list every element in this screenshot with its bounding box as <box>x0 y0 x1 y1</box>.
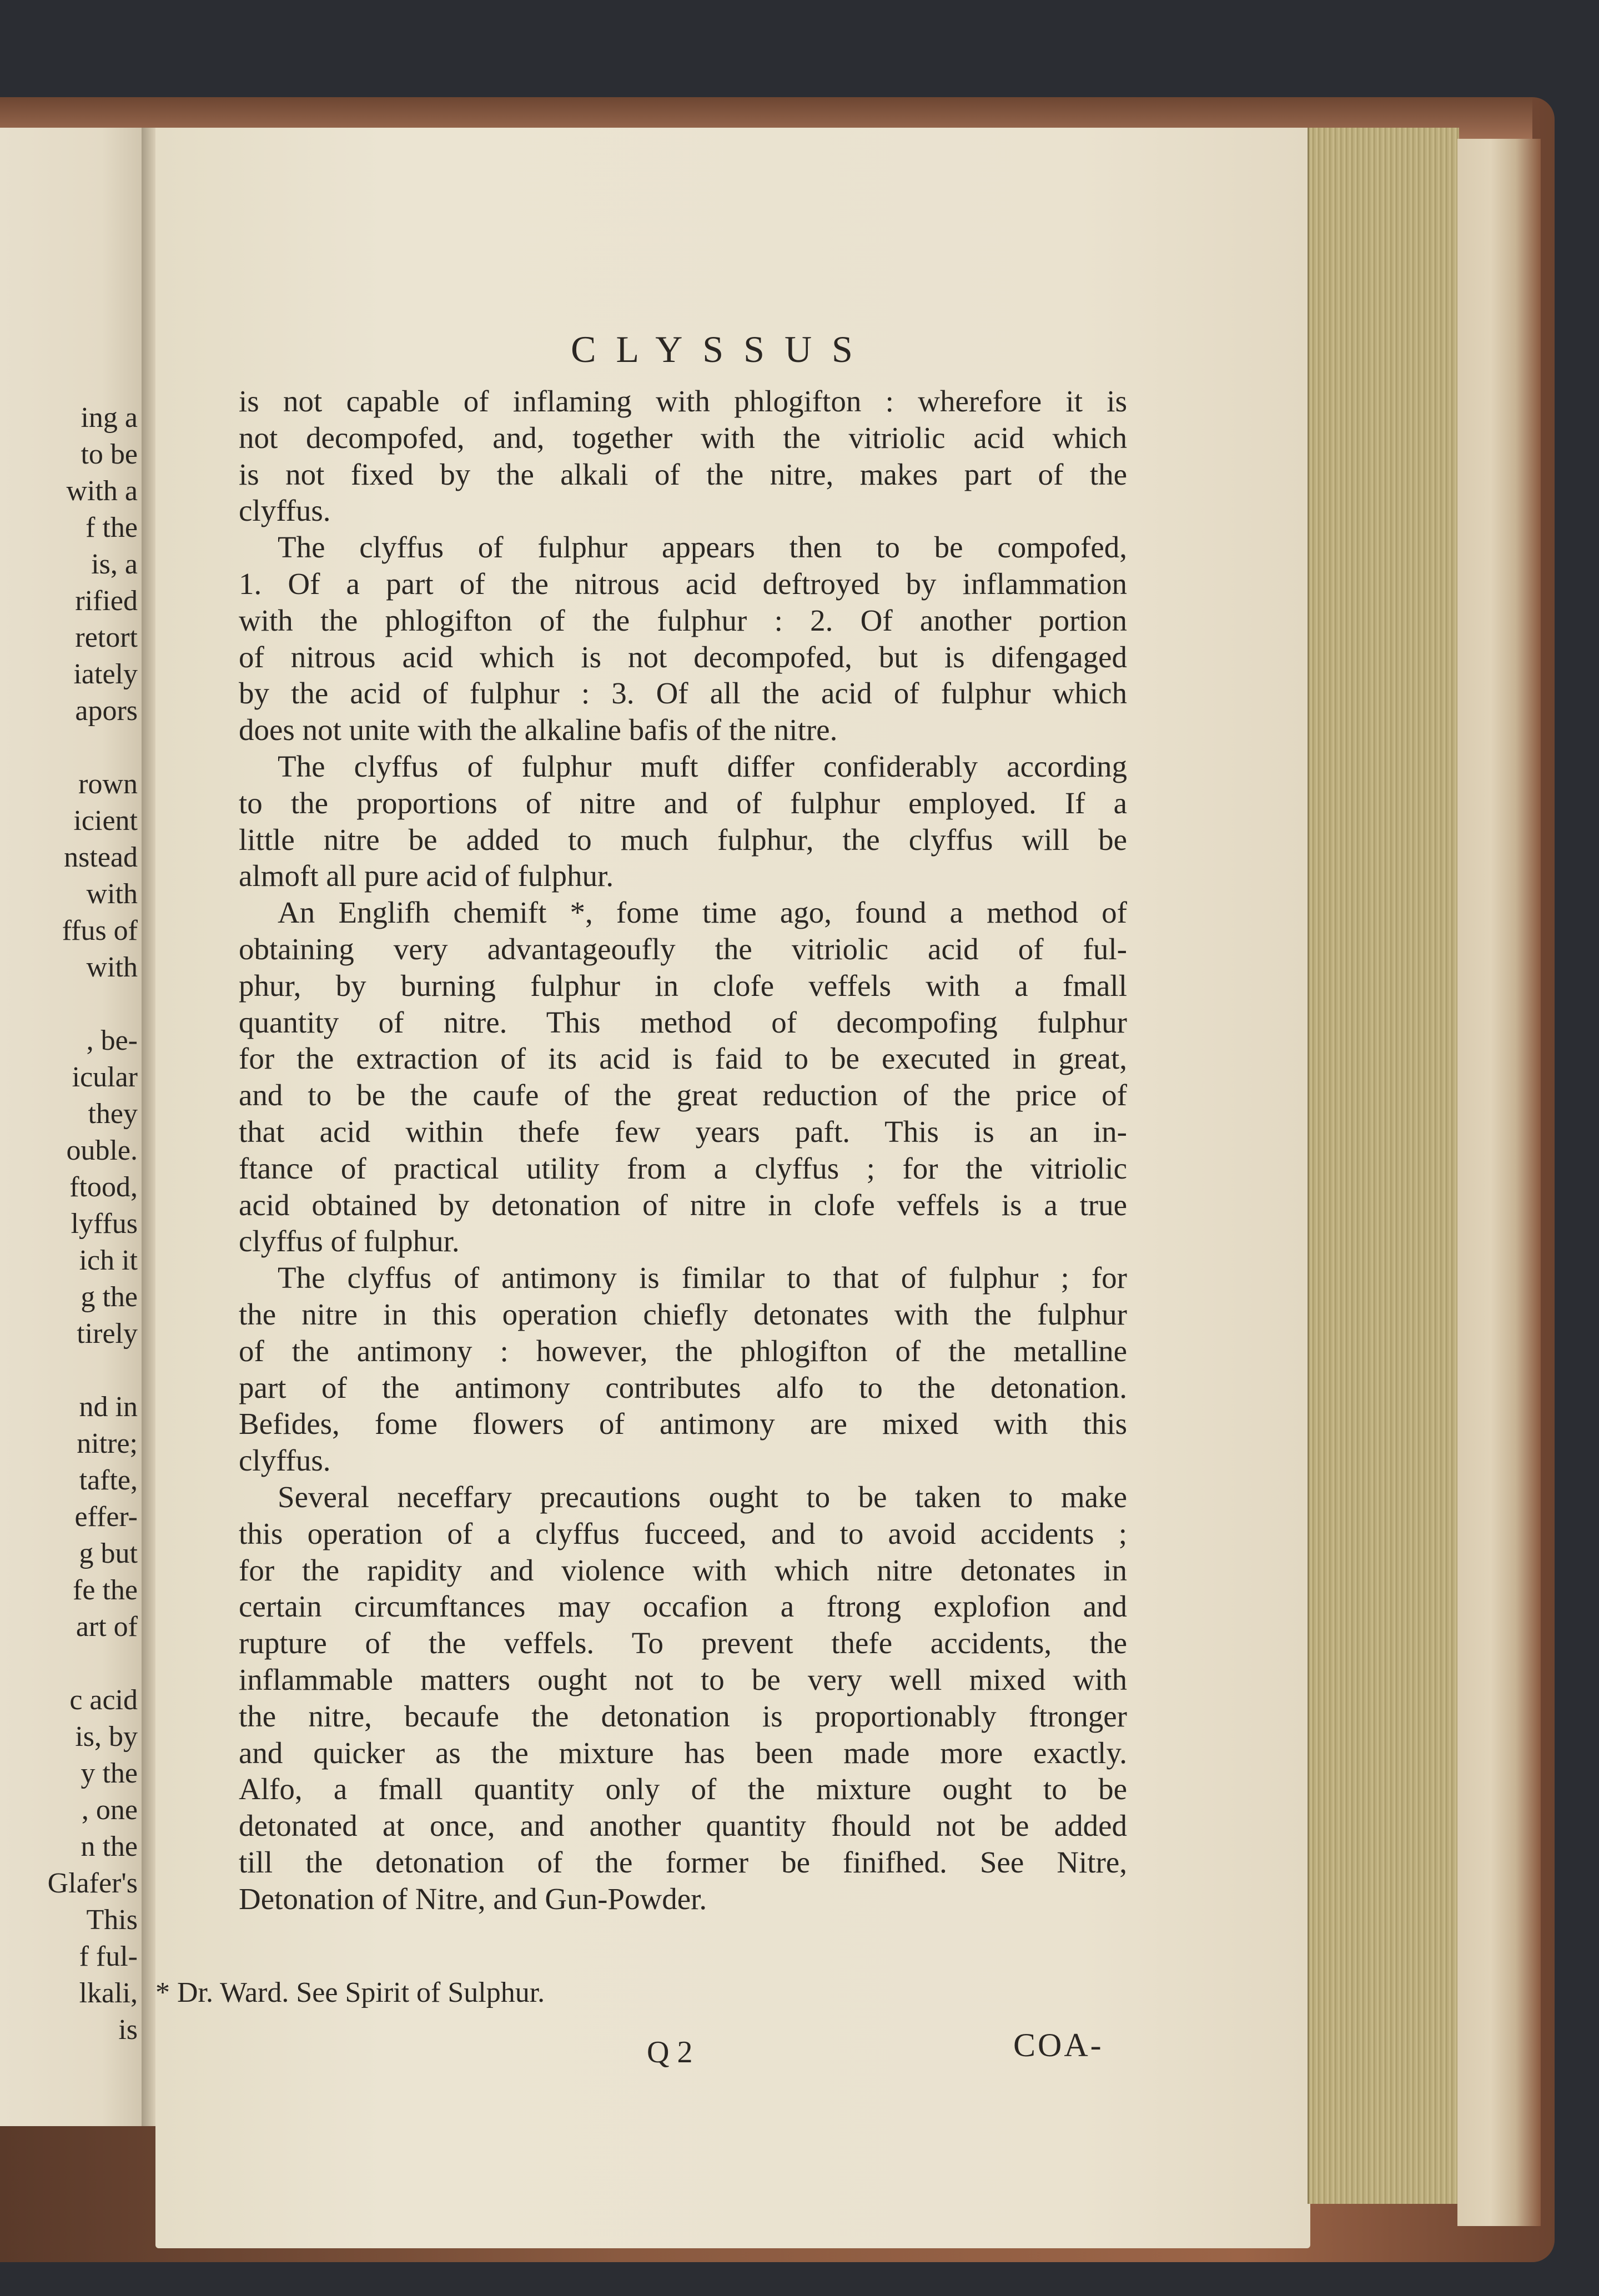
left-page-fragment: c acid <box>69 1684 138 1716</box>
text-line: phur, by burning fulphur in clofe veffels with a fmall <box>239 968 1127 1003</box>
text-line: does not unite with the alkaline bafis of the nitre. <box>239 713 838 747</box>
signature-mark: Q 2 <box>647 2035 693 2070</box>
left-page-fragment: tafte, <box>79 1464 138 1496</box>
text-line: this operation of a clyffus fucceed, and to avoid accidents ; <box>239 1516 1127 1550</box>
left-page-fragment: g but <box>79 1538 138 1569</box>
text-line: Alfo, a fmall quantity only of the mixture ought to be <box>239 1772 1127 1806</box>
left-page-fragment: y the <box>81 1758 138 1789</box>
text-line: An Englifh chemift *, fome time ago, found a method of <box>278 895 1127 930</box>
left-page-fragment: nd in <box>79 1391 138 1423</box>
left-page-fragment: nitre; <box>77 1428 138 1459</box>
text-line: almoft all pure acid of fulphur. <box>239 859 614 893</box>
left-page-fragment: lkali, <box>79 1977 138 2009</box>
text-line: that acid within thefe few years paft. This is an in- <box>239 1115 1127 1149</box>
text-line: of nitrous acid which is not decompofed, but is difengaged <box>239 640 1127 674</box>
text-line: little nitre be added to much fulphur, the clyffus will be <box>239 822 1127 857</box>
left-page-fragment: ich it <box>79 1245 138 1276</box>
left-page-fragment: with a <box>66 475 138 507</box>
left-page-fragment: f the <box>86 512 138 543</box>
text-line: obtaining very advantageoufly the vitriolic acid of ful- <box>239 932 1127 966</box>
left-page <box>0 128 145 2126</box>
left-page-fragment: f ful- <box>79 1941 138 1972</box>
left-page-fragment: This <box>86 1904 138 1936</box>
left-page-fragment: is, a <box>91 548 138 580</box>
text-line: The clyffus of antimony is fimilar to that of fulphur ; for <box>278 1261 1127 1295</box>
text-line: The clyffus of fulphur appears then to be compofed, <box>278 530 1127 565</box>
catchword: COA- <box>1013 2027 1104 2063</box>
left-page-fragment: they <box>88 1098 138 1130</box>
left-page-fragment: apors <box>75 695 138 727</box>
text-line: Several neceffary precautions ought to be taken to make <box>278 1480 1127 1514</box>
left-page-fragment: ing a <box>81 402 138 434</box>
text-line: and to be the caufe of the great reduction of the price of <box>239 1078 1127 1112</box>
text-line: not decompofed, and, together with the vitriolic acid which <box>239 420 1127 455</box>
running-head: CLYSSUS <box>571 328 873 370</box>
text-line: clyffus of fulphur. <box>239 1224 460 1258</box>
left-page-fragment: rified <box>75 585 138 617</box>
text-line: inflammable matters ought not to be very well mixed with <box>239 1663 1127 1696</box>
text-line: is not fixed by the alkali of the nitre, makes part of the <box>239 457 1127 491</box>
left-page-fragment: with <box>86 878 138 910</box>
text-line: acid obtained by detonation of nitre in clofe veffels is a true <box>239 1187 1127 1222</box>
left-page-fragment: nstead <box>64 842 138 873</box>
left-page-fragment: ftood, <box>69 1171 138 1203</box>
left-page-fragment: to be <box>81 439 138 470</box>
left-page-fragment: lyffus <box>71 1208 138 1240</box>
text-line: to the proportions of nitre and of fulphur employed. If a <box>239 786 1127 820</box>
footnote: * Dr. Ward. See Spirit of Sulphur. <box>155 1977 545 2008</box>
text-line: the nitre in this operation chiefly detonates with the fulphur <box>239 1297 1127 1331</box>
left-page-fragment: n the <box>81 1831 138 1862</box>
text-line: 1. Of a part of the nitrous acid deftroyed by inflammation <box>239 567 1127 601</box>
text-line: Detonation of Nitre, and Gun-Powder. <box>239 1881 707 1916</box>
text-line: of the antimony : however, the phlogifton of the metalline <box>239 1333 1127 1368</box>
text-line: for the extraction of its acid is faid to be executed in great, <box>239 1041 1127 1076</box>
text-line: clyffus. <box>239 1443 331 1478</box>
left-page-fragment: Glafer's <box>47 1867 138 1899</box>
left-page-fragment: icular <box>72 1061 138 1093</box>
left-page-fragment: with <box>86 951 138 983</box>
left-page-fragment: , one <box>81 1794 138 1826</box>
text-line: rupture of the veffels. To prevent thefe accidents, the <box>239 1626 1127 1660</box>
text-line: clyffus. <box>239 494 331 528</box>
left-page-fragment: retort <box>75 622 138 653</box>
text-line: quantity of nitre. This method of decompofing fulphur <box>239 1005 1127 1039</box>
left-page-fragment: is <box>118 2014 138 2046</box>
left-page-fragment: rown <box>78 768 138 800</box>
book-fore-edge <box>1457 139 1541 2226</box>
left-page-fragment: , be- <box>86 1025 138 1056</box>
text-line: till the detonation of the former be finifhed. See Nitre, <box>239 1845 1127 1879</box>
left-page-fragment: tirely <box>77 1318 138 1350</box>
text-line: for the rapidity and violence with which nitre detonates in <box>239 1553 1127 1587</box>
left-page-fragment: art of <box>76 1611 138 1643</box>
left-page-fragment: effer- <box>74 1501 138 1533</box>
text-line: and quicker as the mixture has been made more exactly. <box>239 1735 1127 1770</box>
left-page-fragment: g the <box>81 1281 138 1313</box>
text-line: is not capable of inflaming with phlogifton : wherefore it is <box>239 384 1127 418</box>
left-page-fragment: ffus of <box>62 915 138 946</box>
text-line: detonated at once, and another quantity fhould not be added <box>239 1809 1127 1843</box>
text-line: with the phlogifton of the fulphur : 2. Of another portion <box>239 603 1127 637</box>
left-page-fragment: iately <box>73 658 138 690</box>
left-page-fragment: fe the <box>73 1574 138 1606</box>
text-line: certain circumftances may occafion a ftrong explofion and <box>239 1589 1127 1624</box>
page-edges <box>1308 128 1459 2204</box>
text-line: ftance of practical utility from a clyffus ; for the vitriolic <box>239 1151 1127 1185</box>
text-line: The clyffus of fulphur muft differ confiderably according <box>278 749 1127 783</box>
text-line: part of the antimony contributes alfo to the detonation. <box>239 1370 1127 1404</box>
left-page-fragment: icient <box>73 805 138 837</box>
text-line: by the acid of fulphur : 3. Of all the acid of fulphur which <box>239 676 1127 711</box>
left-page-fragment: ouble. <box>66 1135 138 1166</box>
text-line: Befides, fome flowers of antimony are mixed with this <box>239 1407 1127 1441</box>
text-line: the nitre, becaufe the detonation is proportionably ftronger <box>239 1699 1127 1733</box>
left-page-fragment: is, by <box>75 1721 138 1753</box>
